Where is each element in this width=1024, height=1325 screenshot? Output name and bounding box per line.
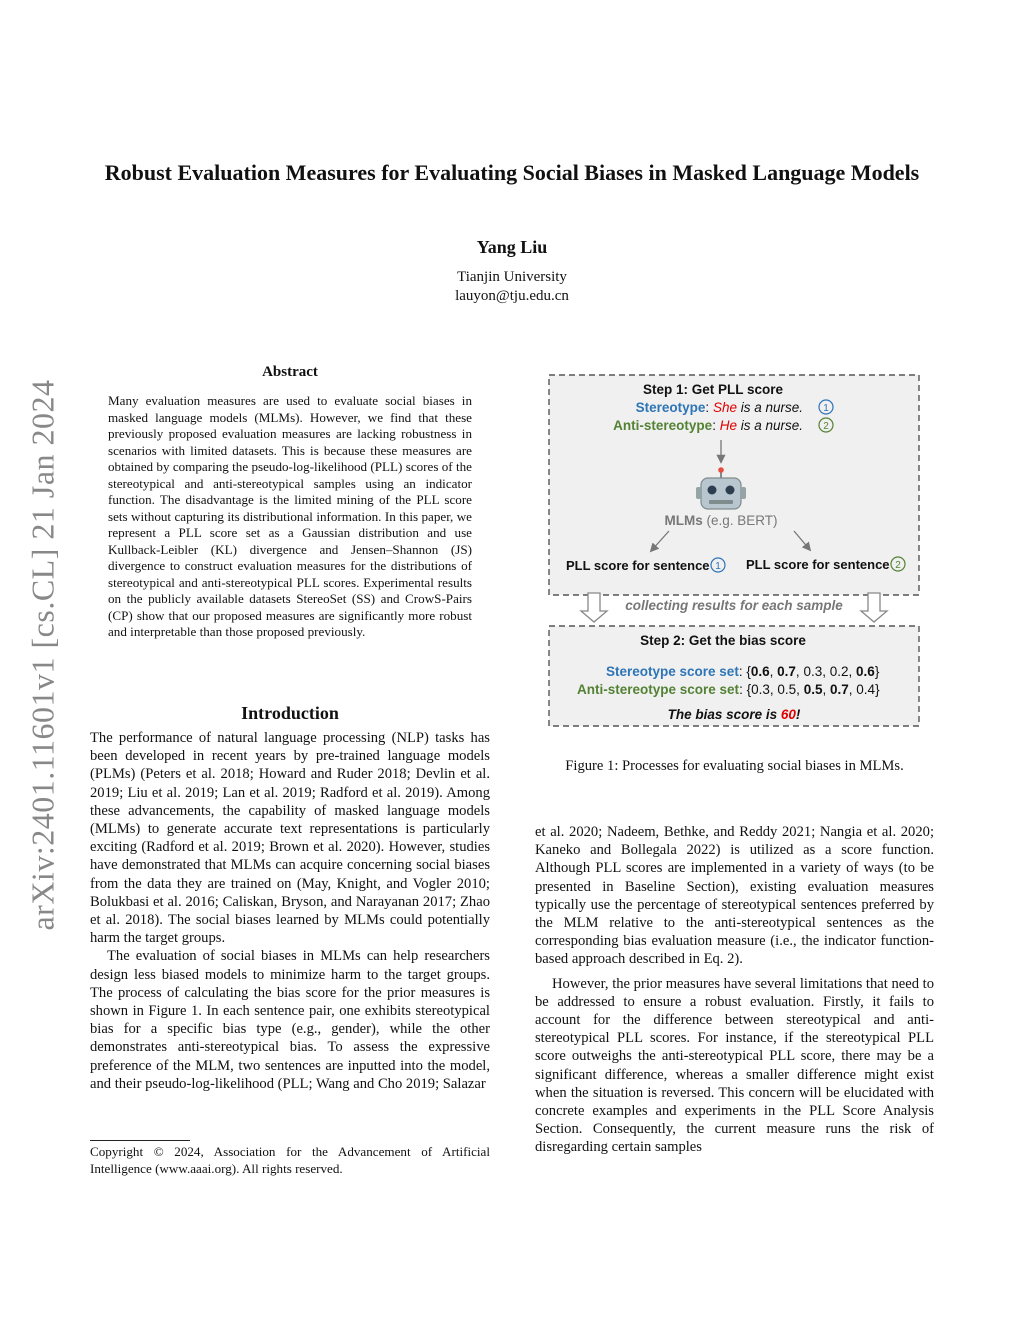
stereo-set-label: Stereotype score set: [606, 664, 739, 679]
copyright-footnote: Copyright © 2024, Association for the Advancement of Artificial Intelligence (www.aaai.org). All rights reserved.: [90, 1144, 490, 1176]
intro-paragraph-1: The performance of natural language processing (NLP) tasks has been developed in recent years by pre-trained language models (PLMs) (Peters et al. 2018; Howard and Ruder 2018; Devlin et al. 2019; Liu et al. 2019; Lan et al. 2019; Radford et al. 2019). Among these advancements, the capability of masked language models (MLMs) to generate accurate text representations is particularly exciting (Radford et al. 2019; Brown et al. 2020). However, studies have demonstrated that MLMs can acquire concerning social biases from the data they are trained on (May, Knight, and Vogler 2010; Bolukbasi et al. 2016; Caliskan, Bryson, and Narayanan 2017; Zhao et al. 2018). The social biases learned by MLMs could potentially harm the target groups.: [90, 730, 490, 947]
stereotype-pronoun: She: [712, 400, 737, 415]
pll-output-2: PLL score for sentence: [746, 557, 890, 572]
anti-value: 0.5: [803, 682, 823, 697]
pll-marker-1-text: 1: [715, 561, 721, 572]
arxiv-stamp-text: arXiv:2401.11601v1 [cs.CL] 21 Jan 2024: [24, 379, 61, 931]
stereo-brace-close: }: [874, 664, 880, 679]
intro-paragraph-3: et al. 2020; Nadeem, Bethke, and Reddy 2021; Nangia et al. 2020; Kaneko and Bollegala 2022) is utilized as a score function. Although PLL scores are implemented in a variety of ways (to be presented in Baseline Section), existing evaluation measures typically use the percentage of stereotypical sentences preferred by the MLM relative to the anti-stereotypical sentences as the corresponding bias evaluation measure (i.e., the indicator function-based approach described in Eq. 2).: [535, 824, 934, 968]
arxiv-stamp: [18, 370, 68, 940]
stereotype-label: Stereotype: [635, 400, 706, 415]
stereo-value: 0.6: [750, 664, 770, 679]
anti-stereotype-sentence: [613, 418, 803, 433]
anti-colon: :: [712, 418, 720, 433]
stereo-set-colon: :: [738, 664, 747, 679]
step2-title: Step 2: Get the bias score: [640, 633, 806, 648]
abstract-heading: Abstract: [262, 364, 318, 380]
marker-1-text: 1: [823, 403, 829, 414]
stereotype-sentence: [636, 400, 803, 415]
intro-paragraph-2: The evaluation of social biases in MLMs can help researchers design less biased models to minimize harm to the target groups. The process of calculating the bias score for the prior measures is shown in Figure 1. In each sentence pair, one exhibits stereotypical bias for a specific bias type (e.g., gender), while the other demonstrates anti-stereotypical bias. To assess the expressive preference of the MLM, two sentences are inputted into the model, and their pseudo-log-likelihood (PLL; Wang and Cho 2019; Salazar: [90, 948, 490, 1092]
introduction-heading: Introduction: [241, 703, 339, 723]
author-affiliation: Tianjin University: [457, 269, 567, 285]
left-column: [90, 729, 490, 1093]
anti-value: 0.7: [829, 682, 849, 697]
anti-set-colon: :: [739, 682, 747, 697]
anti-brace-open: {: [746, 682, 752, 697]
bias-prefix: The bias score is: [667, 707, 781, 722]
footnote-rule: [90, 1140, 190, 1141]
stereo-value: 0.2: [829, 664, 849, 679]
anti-rest: is a nurse.: [736, 418, 803, 433]
stereotype-rest: is a nurse.: [736, 400, 803, 415]
anti-stereotype-score-set: [577, 682, 880, 697]
pll-output-1: PLL score for sentence: [566, 558, 710, 573]
marker-2-text: 2: [823, 421, 829, 432]
anti-comma: ,: [822, 682, 830, 697]
figure-1: [548, 374, 920, 728]
pll-marker-2-text: 2: [895, 560, 901, 571]
anti-value: 0.3: [751, 682, 770, 697]
stereo-comma: ,: [795, 664, 804, 679]
mlm-label: MLMs: [664, 513, 703, 528]
anti-label: Anti-stereotype: [613, 418, 713, 433]
stereo-comma: ,: [822, 664, 830, 679]
mlm-example: (e.g. BERT): [702, 513, 778, 528]
anti-set-label: Anti-stereotype score set: [577, 682, 740, 697]
stereo-value: 0.6: [856, 664, 875, 679]
step1-title: Step 1: Get PLL score: [642, 382, 784, 397]
abstract-text: Many evaluation measures are used to evaluate social biases in masked language models (MLMs). However, we find that these previously proposed evaluation measures are lacking robustness in scenarios with limited datasets. This is because these measures are obtained by comparing the pseudo-log-likelihood (PLL) scores of the stereotypical and anti-stereotypical samples using an indicator function. The disadvantage is the limited mining of the PLL score sets without capturing its distributional information. In this paper, we represent a PLL score set as a Gaussian distribution and use Kullback-Leibler (KL) divergence and Jensen–Shannon (JS) divergence to construct evaluation measures for the distributions of stereotypical and anti-stereotypical PLL scores. Experimental results on the publicly available datasets StereoSet (SS) and CrowS-Pairs (CP) show that our proposed measures are significantly more robust and interpretable than those proposed previously.: [108, 393, 472, 639]
anti-pronoun: He: [719, 418, 737, 433]
stereo-comma: ,: [769, 664, 778, 679]
right-column: [535, 823, 934, 1157]
stereo-brace-open: {: [746, 664, 751, 679]
collecting-label: collecting results for each sample: [625, 598, 843, 613]
paper-title: Robust Evaluation Measures for Evaluating Social Biases in Masked Language Models: [104, 160, 920, 185]
bias-suffix: !: [795, 707, 801, 722]
bias-score-line: [668, 707, 801, 722]
stereo-comma: ,: [848, 664, 857, 679]
stereo-value: 0.7: [777, 664, 796, 679]
anti-value: 0.5: [777, 682, 797, 697]
anti-value: 0.4: [856, 682, 876, 697]
collect-arrow-left-icon: [581, 593, 607, 622]
stereotype-colon: :: [705, 400, 713, 415]
anti-brace-close: }: [875, 682, 880, 697]
anti-comma: ,: [796, 682, 804, 697]
anti-comma: ,: [769, 682, 778, 697]
author-email: lauyon@tju.edu.cn: [455, 288, 569, 304]
intro-paragraph-4: However, the prior measures have several limitations that need to be addressed to ensure a robust evaluation. Firstly, it fails to account for the difference between stereotypical and anti-stereotypical PLL scores. For instance, if the stereotypical PLL score outweighs the anti-stereotypical PLL score, there may be a significant difference, whereas a smaller difference might exist when the situation is reversed. This concern will be elucidated with concrete examples and experiments in the PLL Score Analysis Section. Consequently, the current measure runs the risk of disregarding certain samples: [535, 975, 934, 1156]
bias-value: 60: [780, 707, 796, 722]
stereo-value: 0.3: [803, 664, 823, 679]
anti-comma: ,: [848, 682, 857, 697]
author-name: Yang Liu: [476, 237, 548, 257]
mlm-caption: [664, 513, 777, 528]
collect-arrow-right-icon: [861, 593, 887, 622]
figure-caption: Figure 1: Processes for evaluating social biases in MLMs.: [565, 758, 904, 774]
stereotype-score-set: [606, 664, 880, 679]
